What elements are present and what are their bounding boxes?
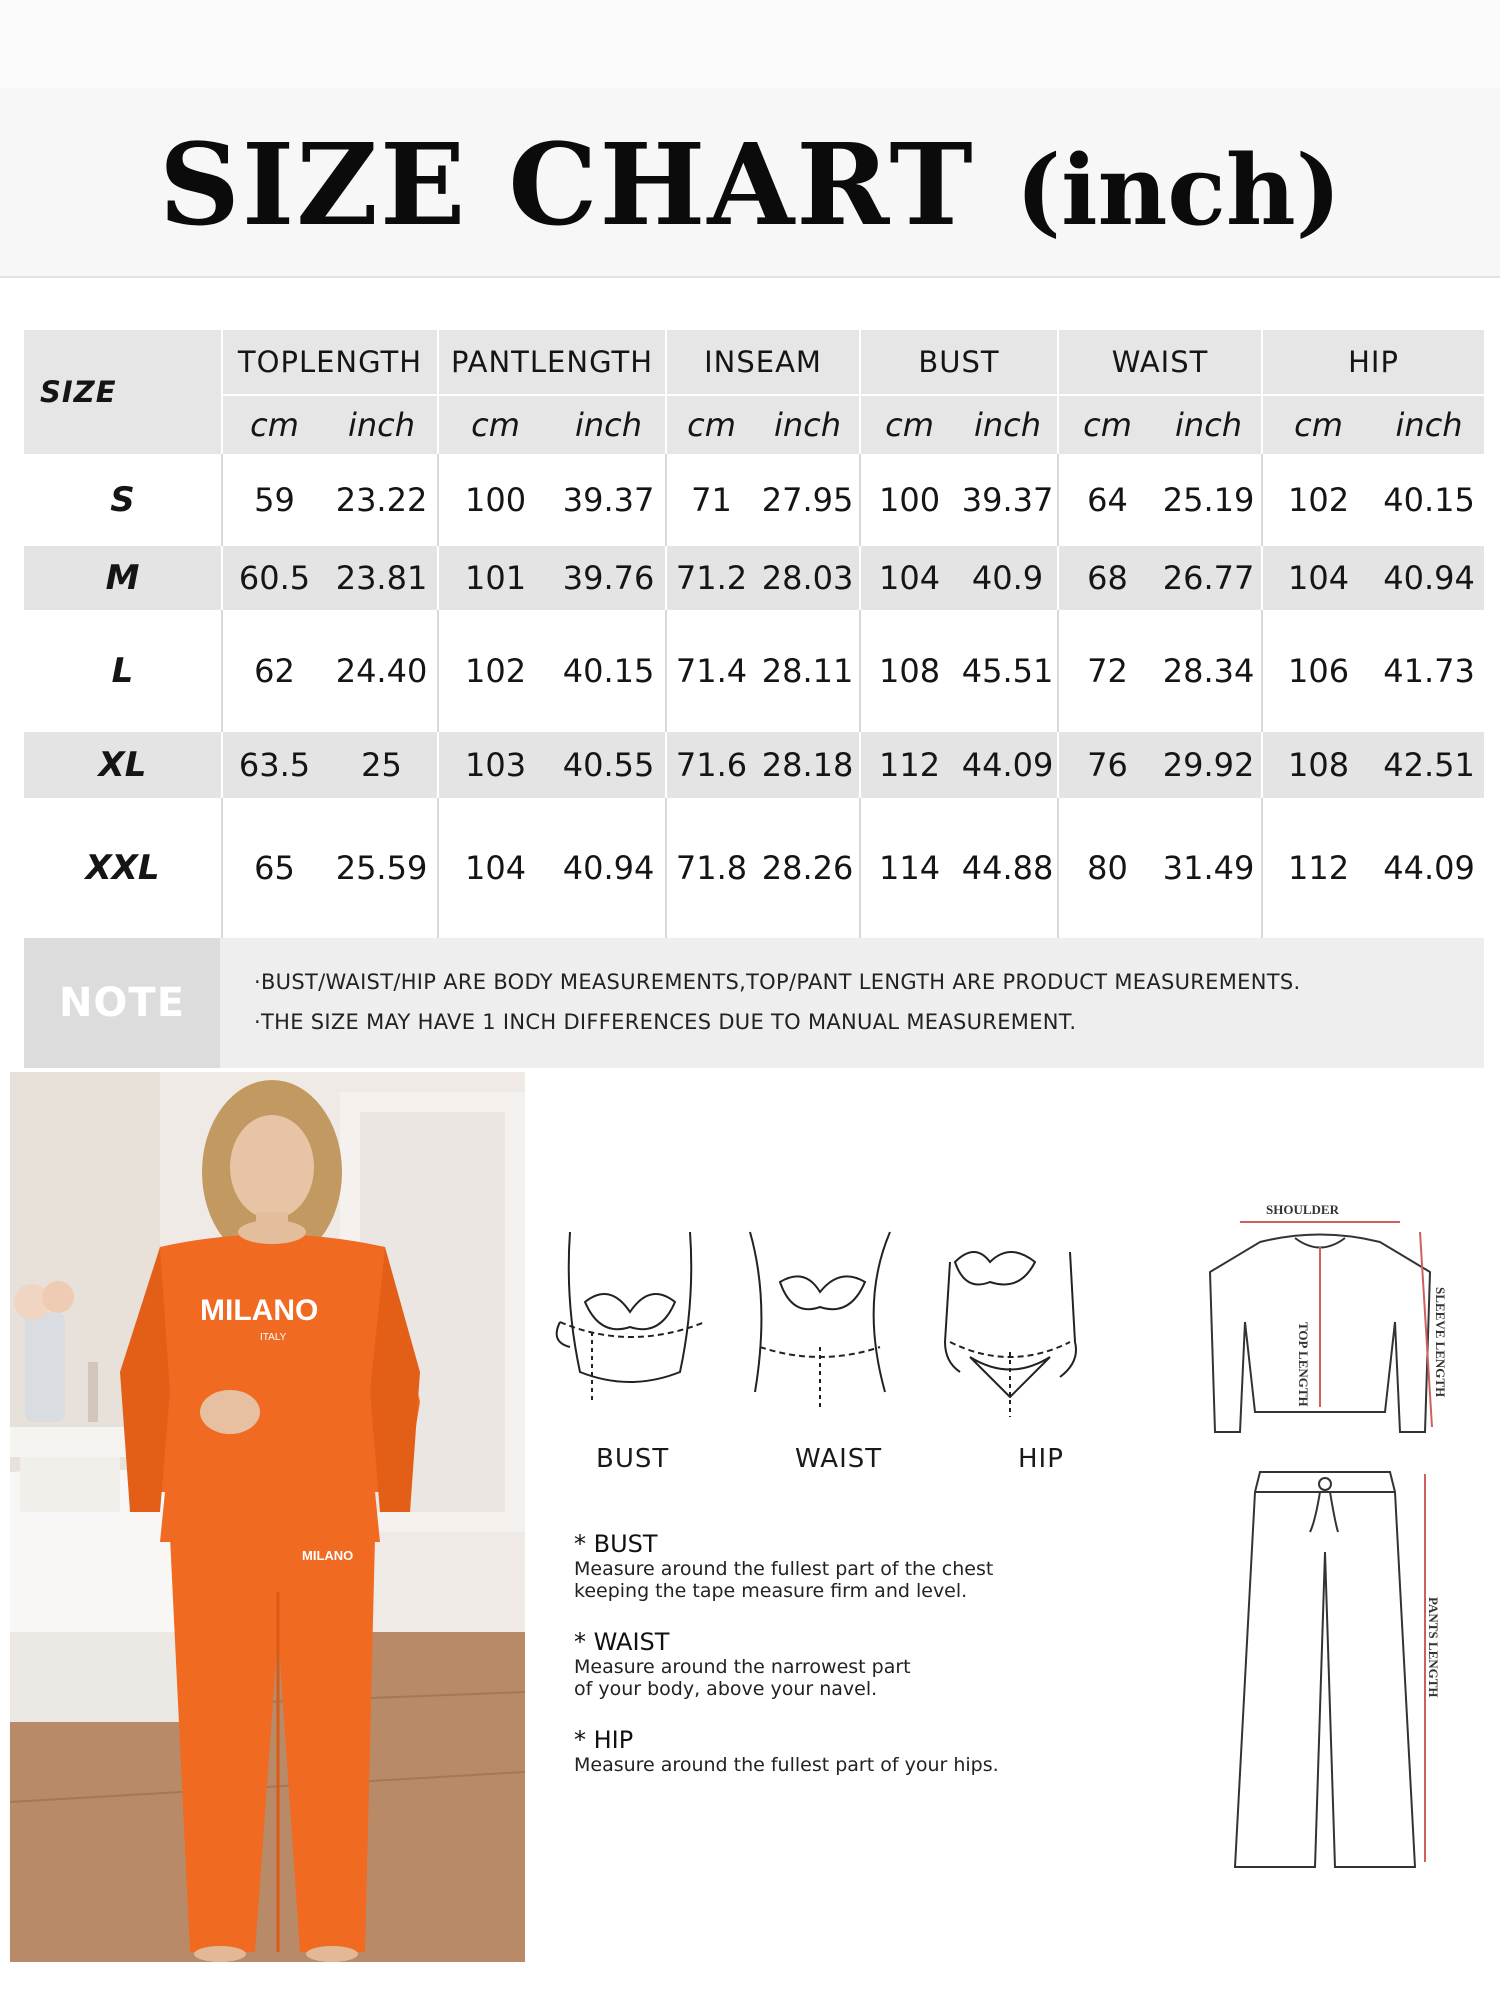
top-garment-icon bbox=[1200, 1202, 1440, 1452]
size-cell: XL bbox=[24, 732, 222, 798]
pants-print: MILANO bbox=[302, 1548, 354, 1563]
instruction-waist-title: * WAIST bbox=[574, 1628, 670, 1656]
value-cell: 103 bbox=[438, 732, 552, 798]
note-box bbox=[24, 938, 1484, 1068]
unit-cm: cm bbox=[666, 395, 756, 454]
header-pantlength: PANTLENGTH bbox=[438, 330, 666, 395]
waist-figure-icon bbox=[730, 1222, 920, 1422]
hip-label: HIP bbox=[1018, 1444, 1064, 1474]
title-unit: (inch) bbox=[1015, 134, 1342, 247]
unit-inch: inch bbox=[958, 395, 1058, 454]
table-row bbox=[24, 454, 1484, 546]
table-row bbox=[24, 732, 1484, 798]
unit-inch: inch bbox=[1156, 395, 1262, 454]
value-cell: 40.15 bbox=[1383, 481, 1475, 519]
pants-garment-icon bbox=[1220, 1462, 1440, 1882]
value-cell: 23.22 bbox=[335, 481, 428, 519]
value-cell: 44.09 bbox=[958, 732, 1058, 798]
unit-inch: inch bbox=[326, 395, 438, 454]
measurement-guide bbox=[530, 1072, 1490, 1962]
value-cell: 62 bbox=[222, 610, 326, 732]
page-title bbox=[0, 120, 1500, 251]
value-cell: 39.37 bbox=[562, 481, 655, 519]
value-cell: 42.51 bbox=[1374, 732, 1484, 798]
bust-label: BUST bbox=[596, 1444, 670, 1474]
value-cell: 71.8 bbox=[666, 798, 756, 938]
value-cell: 40.94 bbox=[1374, 546, 1484, 610]
value-cell: 40.9 bbox=[958, 546, 1058, 610]
instruction-hip-line: Measure around the fullest part of your hips. bbox=[574, 1754, 999, 1776]
value-cell: 39.76 bbox=[552, 546, 666, 610]
value-cell: 28.34 bbox=[1162, 652, 1255, 690]
size-cell: S bbox=[110, 480, 135, 520]
value-cell: 28.03 bbox=[756, 546, 860, 610]
unit-cm: cm bbox=[860, 395, 958, 454]
value-cell: 102 bbox=[1262, 454, 1374, 546]
title-main: SIZE CHART bbox=[158, 120, 975, 251]
value-cell: 104 bbox=[1262, 546, 1374, 610]
value-cell: 104 bbox=[860, 546, 958, 610]
value-cell: 26.77 bbox=[1156, 546, 1262, 610]
value-cell: 112 bbox=[860, 732, 958, 798]
value-cell: 108 bbox=[860, 610, 958, 732]
value-cell: 100 bbox=[860, 454, 958, 546]
table-row bbox=[24, 610, 1484, 732]
waist-label: WAIST bbox=[795, 1444, 883, 1474]
value-cell: 24.40 bbox=[335, 652, 428, 690]
value-cell: 41.73 bbox=[1383, 652, 1475, 690]
value-cell: 112 bbox=[1262, 798, 1374, 938]
header-waist: WAIST bbox=[1058, 330, 1262, 395]
value-cell: 29.92 bbox=[1156, 732, 1262, 798]
size-cell: XXL bbox=[85, 848, 160, 888]
shoulder-label: SHOULDER bbox=[1266, 1202, 1339, 1217]
value-cell: 76 bbox=[1058, 732, 1156, 798]
value-cell: 44.09 bbox=[1383, 849, 1475, 887]
value-cell: 65 bbox=[222, 798, 326, 938]
value-cell: 100 bbox=[438, 454, 552, 546]
value-cell: 40.94 bbox=[562, 849, 655, 887]
value-cell: 40.15 bbox=[562, 652, 655, 690]
model-illustration bbox=[10, 1072, 525, 1962]
instruction-bust-line: keeping the tape measure firm and level. bbox=[574, 1580, 968, 1602]
sleeve-length-label: SLEEVE LENGTH bbox=[1433, 1287, 1448, 1398]
unit-inch: inch bbox=[552, 395, 666, 454]
value-cell: 31.49 bbox=[1162, 849, 1255, 887]
instruction-bust-title: * BUST bbox=[574, 1530, 658, 1558]
value-cell: 71 bbox=[666, 454, 756, 546]
value-cell: 71.6 bbox=[666, 732, 756, 798]
size-table bbox=[24, 330, 1484, 938]
table-header-units bbox=[24, 395, 1484, 454]
bust-figure-icon bbox=[530, 1222, 730, 1422]
value-cell: 23.81 bbox=[326, 546, 438, 610]
unit-inch: inch bbox=[756, 395, 860, 454]
unit-cm: cm bbox=[1058, 395, 1156, 454]
value-cell: 25 bbox=[326, 732, 438, 798]
value-cell: 59 bbox=[222, 454, 326, 546]
table-row bbox=[24, 546, 1484, 610]
unit-inch: inch bbox=[1374, 395, 1484, 454]
table-row bbox=[24, 798, 1484, 938]
value-cell: 64 bbox=[1058, 454, 1156, 546]
value-cell: 71.4 bbox=[666, 610, 756, 732]
value-cell: 80 bbox=[1058, 798, 1156, 938]
header-inseam: INSEAM bbox=[666, 330, 860, 395]
unit-cm: cm bbox=[438, 395, 552, 454]
hip-figure-icon bbox=[930, 1222, 1100, 1422]
table-header-groups bbox=[24, 330, 1484, 395]
value-cell: 28.26 bbox=[761, 849, 854, 887]
unit-cm: cm bbox=[1262, 395, 1374, 454]
pants-length-label: PANTS LENGTH bbox=[1426, 1597, 1441, 1698]
shirt-subprint: ITALY bbox=[260, 1332, 287, 1343]
value-cell: 60.5 bbox=[222, 546, 326, 610]
value-cell: 68 bbox=[1058, 546, 1156, 610]
instruction-waist-line: Measure around the narrowest part bbox=[574, 1656, 911, 1678]
value-cell: 71.2 bbox=[666, 546, 756, 610]
value-cell: 44.88 bbox=[961, 849, 1054, 887]
instruction-waist-line: of your body, above your navel. bbox=[574, 1678, 878, 1700]
value-cell: 102 bbox=[438, 610, 552, 732]
shirt-print: MILANO bbox=[200, 1294, 319, 1327]
value-cell: 114 bbox=[860, 798, 958, 938]
value-cell: 25.19 bbox=[1162, 481, 1255, 519]
instruction-bust-line: Measure around the fullest part of the chest bbox=[574, 1558, 994, 1580]
top-length-label: TOP LENGTH bbox=[1296, 1322, 1311, 1407]
value-cell: 40.55 bbox=[552, 732, 666, 798]
header-toplength: TOPLENGTH bbox=[222, 330, 438, 395]
size-cell: L bbox=[111, 651, 134, 691]
value-cell: 106 bbox=[1262, 610, 1374, 732]
value-cell: 39.37 bbox=[961, 481, 1054, 519]
value-cell: 45.51 bbox=[961, 652, 1054, 690]
value-cell: 28.11 bbox=[761, 652, 854, 690]
top-band bbox=[0, 0, 1500, 88]
instruction-hip-title: * HIP bbox=[574, 1726, 634, 1754]
value-cell: 104 bbox=[438, 798, 552, 938]
note-line: ·BUST/WAIST/HIP ARE BODY MEASUREMENTS,TOP/PANT LENGTH ARE PRODUCT MEASUREMENTS. bbox=[254, 970, 1301, 994]
size-header: SIZE bbox=[24, 330, 222, 454]
value-cell: 108 bbox=[1262, 732, 1374, 798]
header-bust: BUST bbox=[860, 330, 1058, 395]
model-photo bbox=[10, 1072, 525, 1962]
note-label: NOTE bbox=[24, 938, 220, 1068]
value-cell: 63.5 bbox=[222, 732, 326, 798]
size-cell: M bbox=[24, 546, 222, 610]
value-cell: 25.59 bbox=[335, 849, 428, 887]
header-hip: HIP bbox=[1262, 330, 1484, 395]
value-cell: 27.95 bbox=[761, 481, 854, 519]
unit-cm: cm bbox=[222, 395, 326, 454]
value-cell: 28.18 bbox=[756, 732, 860, 798]
note-line: ·THE SIZE MAY HAVE 1 INCH DIFFERENCES DUE TO MANUAL MEASUREMENT. bbox=[254, 1010, 1077, 1034]
value-cell: 101 bbox=[438, 546, 552, 610]
value-cell: 72 bbox=[1058, 610, 1156, 732]
